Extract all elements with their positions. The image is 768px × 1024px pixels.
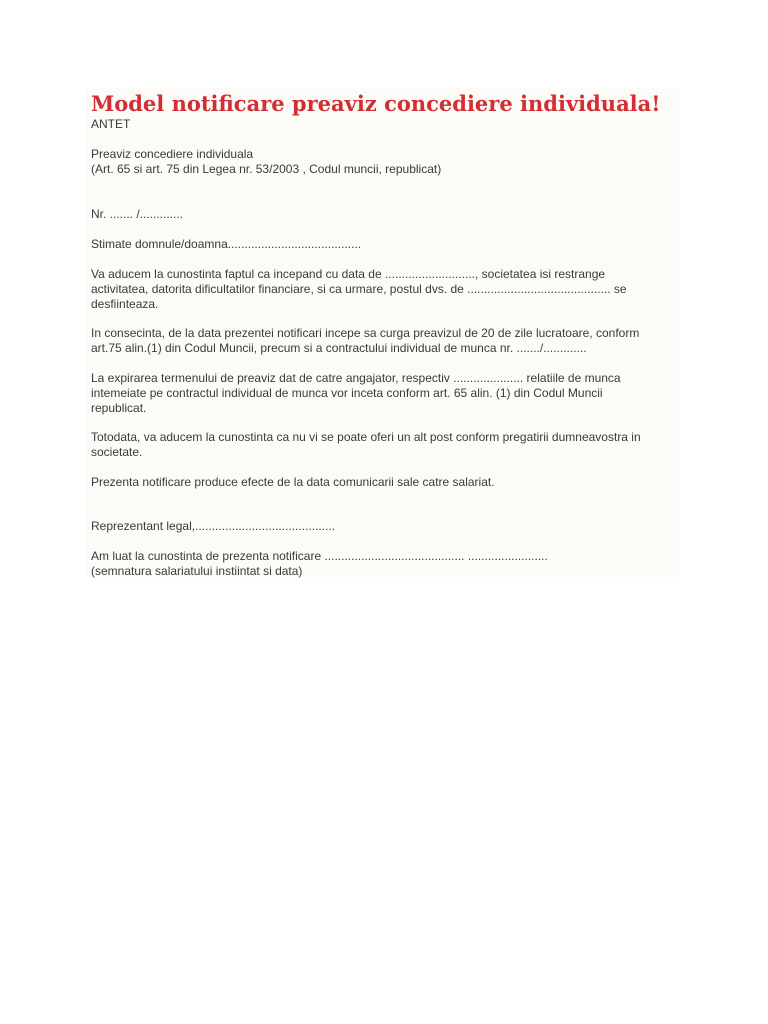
paragraph-5: Prezenta notificare produce efecte de la data comunicarii sale catre salariat. — [91, 475, 495, 489]
paragraph-3-line: La expirarea termenului de preaviz dat de catre angajator, respectiv ..................... relatiile de munca — [91, 371, 621, 385]
number-line: Nr. ....... /............. — [91, 207, 184, 221]
paragraph-4-line: Totodata, va aducem la cunostinta ca nu vi se poate oferi un alt post conform pregatirii dumneavostra in — [91, 430, 641, 444]
paragraph-1-line: Va aducem la cunostinta faptul ca incepand cu data de ..........................., societatea isi restrange — [91, 267, 606, 281]
legal-representative-line: Reprezentant legal,.......................................... — [91, 519, 336, 533]
paragraph-3-line: republicat. — [91, 401, 147, 415]
paragraph-1-line: desfiinteaza. — [91, 297, 159, 311]
legal-reference: (Art. 65 si art. 75 din Legea nr. 53/2003 , Codul muncii, republicat) — [91, 162, 442, 176]
paragraph-3-line: intemeiate pe contractul individual de munca vor inceta conform art. 65 alin. (1) din Codul Muncii — [91, 386, 603, 400]
acknowledgement-line: Am luat la cunostinta de prezenta notificare .......................................... ........................ — [91, 549, 548, 563]
paragraph-2-line: art.75 alin.(1) din Codul Muncii, precum si a contractului individual de munca nr. ......./............. — [91, 341, 587, 355]
paragraph-1-line: activitatea, datorita dificultatilor financiare, si ca urmare, postul dvs. de ........................................... se — [91, 282, 627, 296]
paragraph-4-line: societate. — [91, 445, 143, 459]
subject-line: Preaviz concediere individuala — [91, 147, 254, 161]
document-title: Model notificare preaviz concediere individuala! — [91, 91, 661, 116]
paragraph-2-line: In consecinta, de la data prezentei notificari incepe sa curga preavizul de 20 de zile lucratoare, conform — [91, 326, 640, 340]
header-antet: ANTET — [91, 117, 131, 131]
salutation: Stimate domnule/doamna........................................ — [91, 237, 362, 251]
signature-note: (semnatura salariatului instiintat si data) — [91, 564, 303, 578]
